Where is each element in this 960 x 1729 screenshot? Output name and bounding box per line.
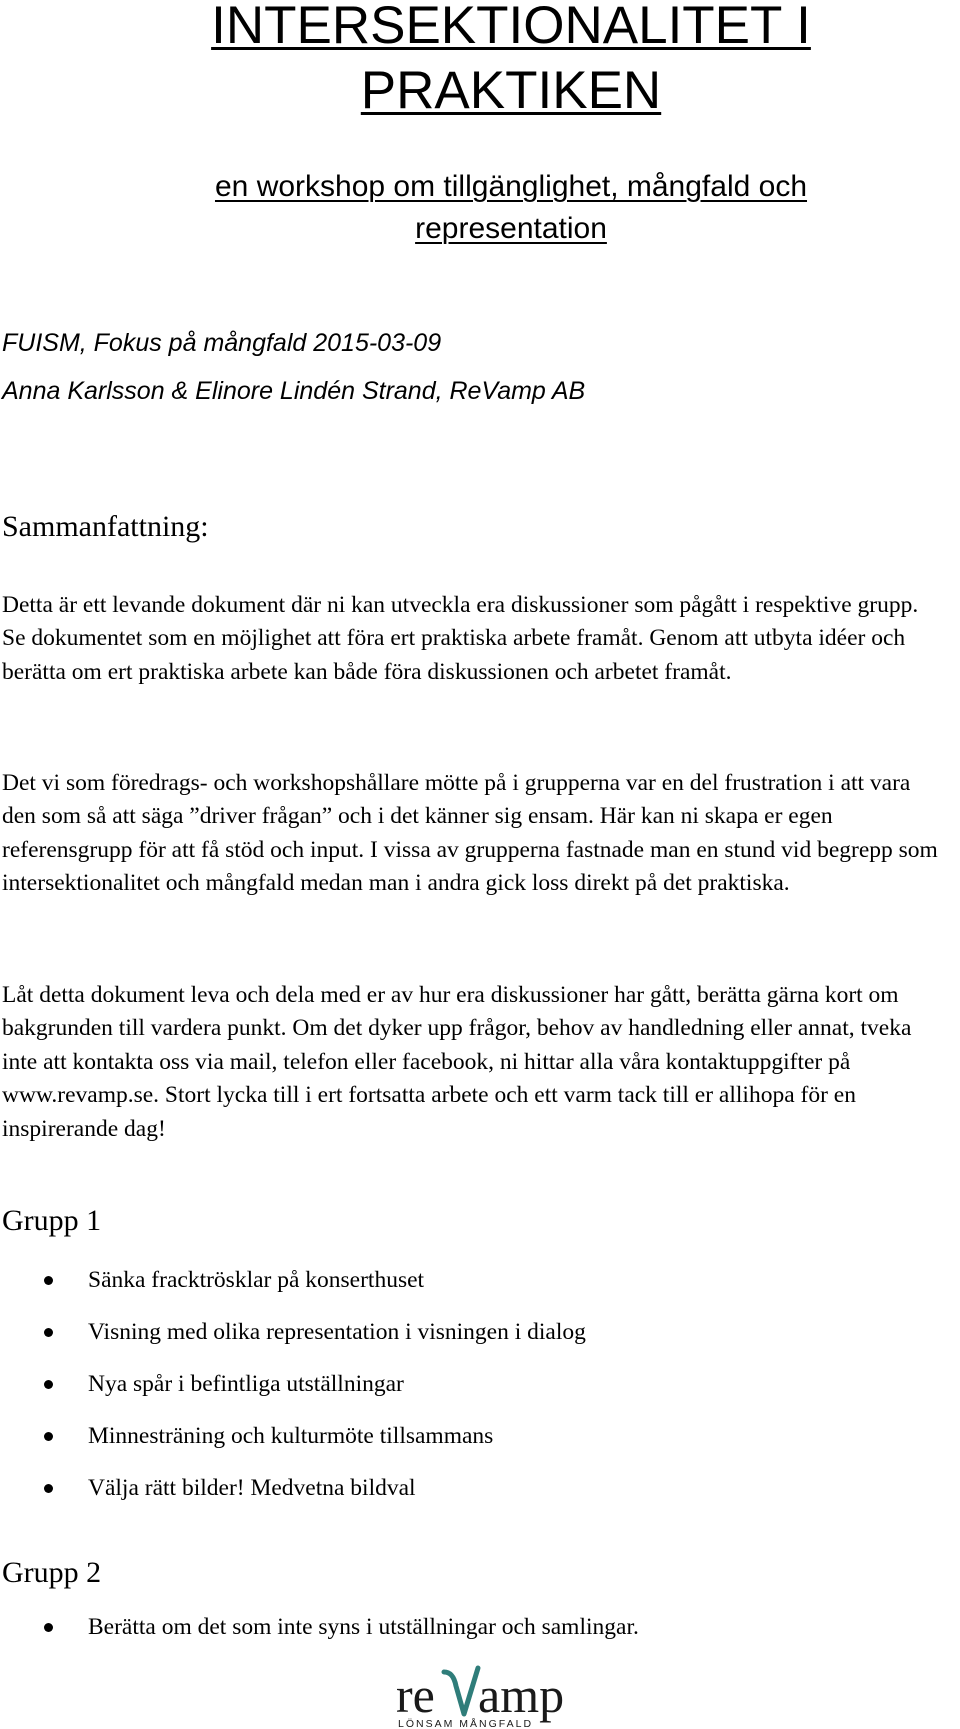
document-title-line-2: PRAKTIKEN — [360, 61, 662, 120]
bullet-icon — [44, 1380, 53, 1389]
authors-line: Anna Karlsson & Elinore Lindén Strand, ReVamp AB — [2, 377, 586, 405]
group-2-heading: Grupp 2 — [2, 1556, 102, 1589]
document-title-line-1: INTERSEKTIONALITET I — [211, 0, 811, 55]
list-item — [0, 1369, 586, 1421]
svg-text:amp: amp — [478, 1667, 565, 1723]
list-item-text: Nya spår i befintliga utställningar — [88, 1371, 404, 1397]
list-item — [0, 1265, 586, 1317]
bullet-icon — [44, 1432, 53, 1441]
bullet-icon — [44, 1276, 53, 1285]
svg-text:LÖNSAM MÅNGFALD: LÖNSAM MÅNGFALD — [398, 1718, 534, 1729]
group-2-list — [0, 1612, 639, 1664]
summary-paragraph-3: Låt detta dokument leva och dela med er av hur era diskussioner har gått, berätta gärna kort om bakgrunden till vardera punkt. Om det dyker upp frågor, behov av handledning eller annat, tveka inte att kontakta oss via mail, telefon eller facebook, ni hittar alla våra kontaktuppgifter på www.revamp.se. Stort lycka till i ert fortsatta arbete och ett varm tack till er allihopa för en inspirerande dag! — [2, 982, 912, 1142]
list-item-text: Minnesträning och kulturmöte tillsammans — [88, 1423, 494, 1449]
group-1-list — [0, 1265, 586, 1525]
document-subtitle-line-1: en workshop om tillgänglighet, mångfald och — [214, 170, 808, 203]
summary-heading: Sammanfattning: — [2, 510, 209, 543]
bullet-icon — [44, 1623, 53, 1632]
group-1-heading: Grupp 1 — [2, 1204, 102, 1237]
bullet-icon — [44, 1328, 53, 1337]
bullet-icon — [44, 1484, 53, 1493]
revamp-logo — [394, 1664, 574, 1729]
list-item-text: Sänka fracktrösklar på konserthuset — [88, 1267, 425, 1293]
list-item — [0, 1612, 639, 1664]
list-item — [0, 1473, 586, 1525]
summary-paragraph-1: Detta är ett levande dokument där ni kan utveckla era diskussioner som pågått i respektive grupp. Se dokumentet som en möjlighet att föra ert praktiska arbete framåt. Genom att utbyta idéer och berätta om ert praktiska arbete kan både föra diskussionen och arbetet framåt. — [2, 592, 919, 685]
summary-paragraph-2: Det vi som föredrags- och workshopshållare mötte på i grupperna var en del frustration i att vara den som så att säga ”driver frågan” och i det känner sig ensam. Här kan ni skapa er egen referensgrupp för att få stöd och input. I vissa av grupperna fastnade man en stund vid begrepp som intersektionalitet och mångfald medan man i andra gick loss direkt på det praktiska. — [2, 770, 938, 897]
list-item — [0, 1317, 586, 1369]
svg-text:re: re — [396, 1667, 435, 1723]
list-item-text: Berätta om det som inte syns i utställningar och samlingar. — [88, 1614, 639, 1640]
list-item — [0, 1421, 586, 1473]
revamp-logo-graphic — [394, 1664, 574, 1729]
list-item-text: Välja rätt bilder! Medvetna bildval — [88, 1475, 416, 1501]
event-line: FUISM, Fokus på mångfald 2015-03-09 — [2, 329, 442, 357]
list-item-text: Visning med olika representation i visningen i dialog — [88, 1319, 586, 1345]
document-subtitle-line-2: representation — [415, 212, 607, 245]
